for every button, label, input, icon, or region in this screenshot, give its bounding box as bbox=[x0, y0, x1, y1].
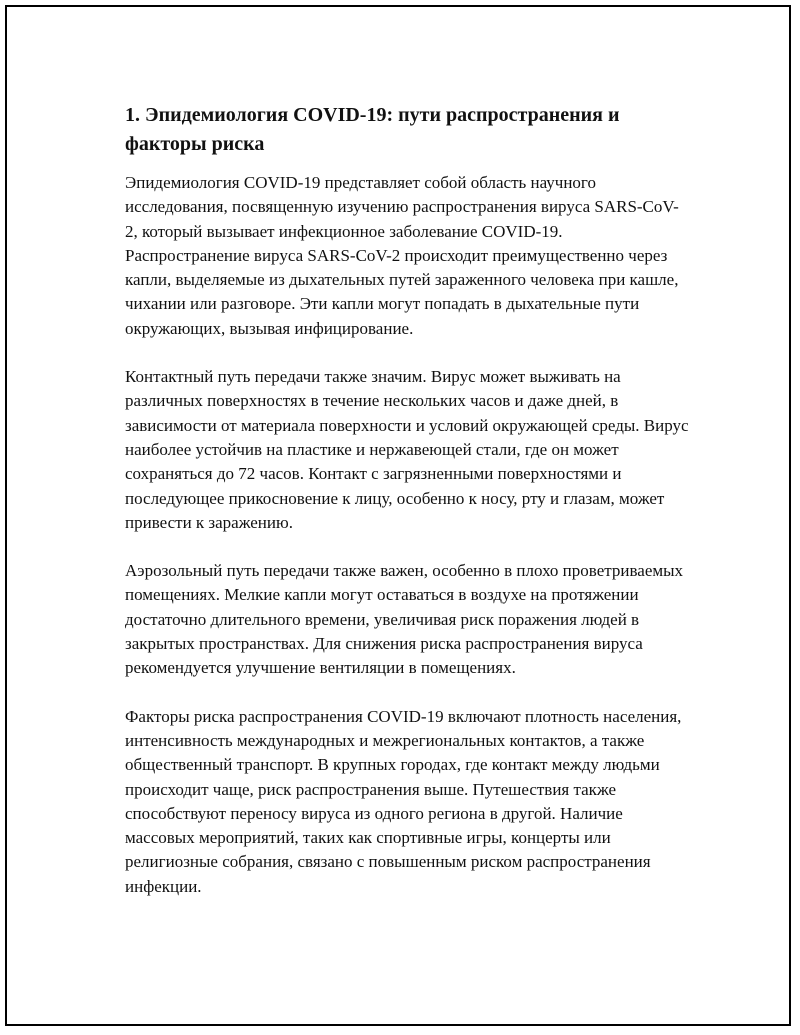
paragraph-contact-transmission: Контактный путь передачи также значим. Вирус может выживать на различных поверхностях в течение нескольких часов и даже дней, в зависимости от материала поверхности и условий окружающей среды. Вирус наиболее устойчив на пластике и нержавеющей стали, где он может сохраняться до 72 часов. Контакт с загрязненными поверхностями и последующее прикосновение к лицу, особенно к носу, рту и глазам, может привести к заражению. bbox=[125, 367, 689, 532]
section-heading: 1. Эпидемиология COVID-19: пути распространения и факторы риска bbox=[125, 104, 620, 155]
paragraph-epidemiology-intro: Эпидемиология COVID-19 представляет собой область научного исследования, посвященную изучению распространения вируса SARS-CoV-2, который вызывает инфекционное заболевание COVID-19. Распространение вируса SARS-CoV-2 происходит преимущественно через капли, выделяемые из дыхательных путей зараженного человека при кашле, чихании или разговоре. Эти капли могут попадать в дыхательные пути окружающих, вызывая инфицирование. bbox=[125, 173, 679, 338]
paragraph-aerosol-transmission: Аэрозольный путь передачи также важен, особенно в плохо проветриваемых помещениях. Мелкие капли могут оставаться в воздухе на протяжении достаточно длительного времени, увеличивая риск поражения людей в закрытых пространствах. Для снижения риска распространения вируса рекомендуется улучшение вентиляции в помещениях. bbox=[125, 561, 684, 678]
paragraph-risk-factors: Факторы риска распространения COVID-19 включают плотность населения, интенсивность международных и межрегиональных контактов, а также общественный транспорт. В крупных городах, где контакт между людьми происходит чаще, риск распространения выше. Путешествия также способствуют переносу вируса из одного региона в другой. Наличие массовых мероприятий, таких как спортивные игры, концерты или религиозные собрания, связано с повышенным риском распространения инфекции. bbox=[125, 706, 682, 896]
document-body bbox=[125, 101, 691, 923]
page-frame bbox=[5, 5, 791, 1026]
